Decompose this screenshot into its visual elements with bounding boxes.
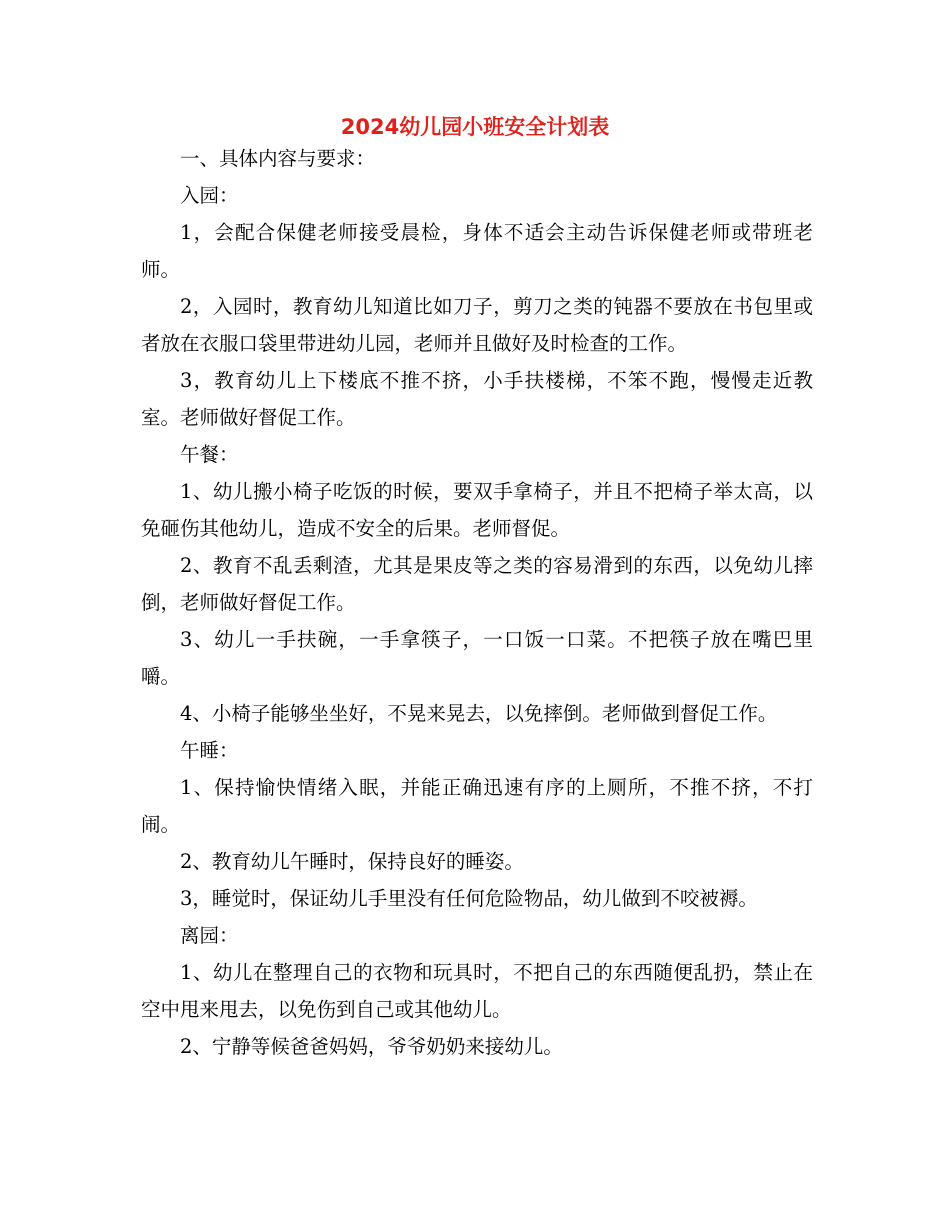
paragraph: 1、保持愉快情绪入眠，并能正确迅速有序的上厕所，不推不挤，不打闹。 bbox=[141, 776, 813, 836]
subsection-heading-lunch: 午餐： bbox=[180, 443, 239, 466]
paragraph: 2、教育不乱丢剩渣，尤其是果皮等之类的容易滑到的东西，以免幼儿摔倒，老师做好督促工作。 bbox=[141, 554, 813, 614]
paragraph: 2、教育幼儿午睡时，保持良好的睡姿。 bbox=[180, 850, 524, 873]
paragraph: 3，睡觉时，保证幼儿手里没有任何危险物品，幼儿做到不咬被褥。 bbox=[180, 887, 758, 910]
document-title: 2024幼儿园小班安全计划表 bbox=[340, 115, 610, 139]
document-body bbox=[141, 140, 813, 1065]
paragraph: 3，教育幼儿上下楼底不推不挤，小手扶楼梯，不笨不跑，慢慢走近教室。老师做好督促工作。 bbox=[141, 369, 813, 429]
paragraph: 4、小椅子能够坐坐好，不晃来晃去，以免摔倒。老师做到督促工作。 bbox=[180, 702, 778, 725]
paragraph: 2、宁静等候爸爸妈妈，爷爷奶奶来接幼儿。 bbox=[180, 1035, 563, 1058]
paragraph: 2，入园时，教育幼儿知道比如刀子，剪刀之类的钝器不要放在书包里或者放在衣服口袋里带进幼儿园，老师并且做好及时检查的工作。 bbox=[141, 295, 813, 355]
paragraph: 1、幼儿搬小椅子吃饭的时候，要双手拿椅子，并且不把椅子举太高，以免砸伤其他幼儿，造成不安全的后果。老师督促。 bbox=[141, 480, 813, 540]
paragraph: 1、幼儿在整理自己的衣物和玩具时，不把自己的东西随便乱扔，禁止在空中甩来甩去，以免伤到自己或其他幼儿。 bbox=[141, 961, 813, 1021]
section-heading: 一、具体内容与要求： bbox=[180, 147, 376, 170]
paragraph: 3、幼儿一手扶碗，一手拿筷子，一口饭一口菜。不把筷子放在嘴巴里嚼。 bbox=[141, 628, 813, 688]
paragraph: 1，会配合保健老师接受晨检，身体不适会主动告诉保健老师或带班老师。 bbox=[141, 221, 813, 281]
subsection-heading-arrival: 入园： bbox=[180, 184, 239, 207]
subsection-heading-departure: 离园： bbox=[180, 924, 239, 947]
subsection-heading-nap: 午睡： bbox=[180, 739, 239, 762]
